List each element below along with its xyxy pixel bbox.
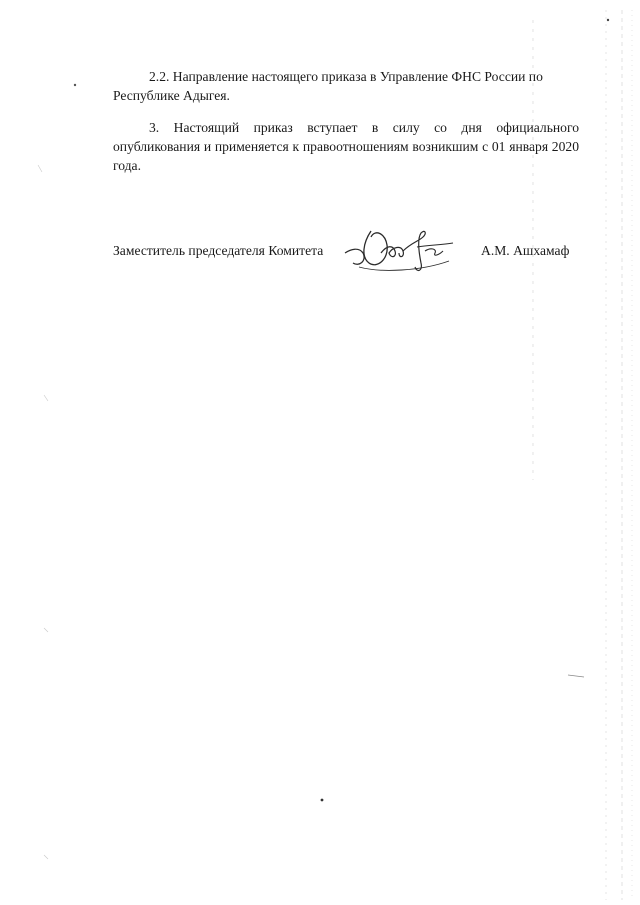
- signature-block: [113, 237, 579, 277]
- paragraph-2-2: 2.2. Направление настоящего приказа в Управление ФНС России по Республике Адыгея.: [113, 69, 543, 103]
- signatory-title: Заместитель председателя Комитета: [113, 243, 324, 258]
- handwritten-signature: [341, 223, 461, 275]
- paragraph-3: 3. Настоящий приказ вступает в силу со дня официального опубликования и применяется к правоотношениям возникшим с 01 января 2020 года.: [113, 120, 579, 173]
- signatory-name: А.М. Ашхамаф: [481, 243, 570, 258]
